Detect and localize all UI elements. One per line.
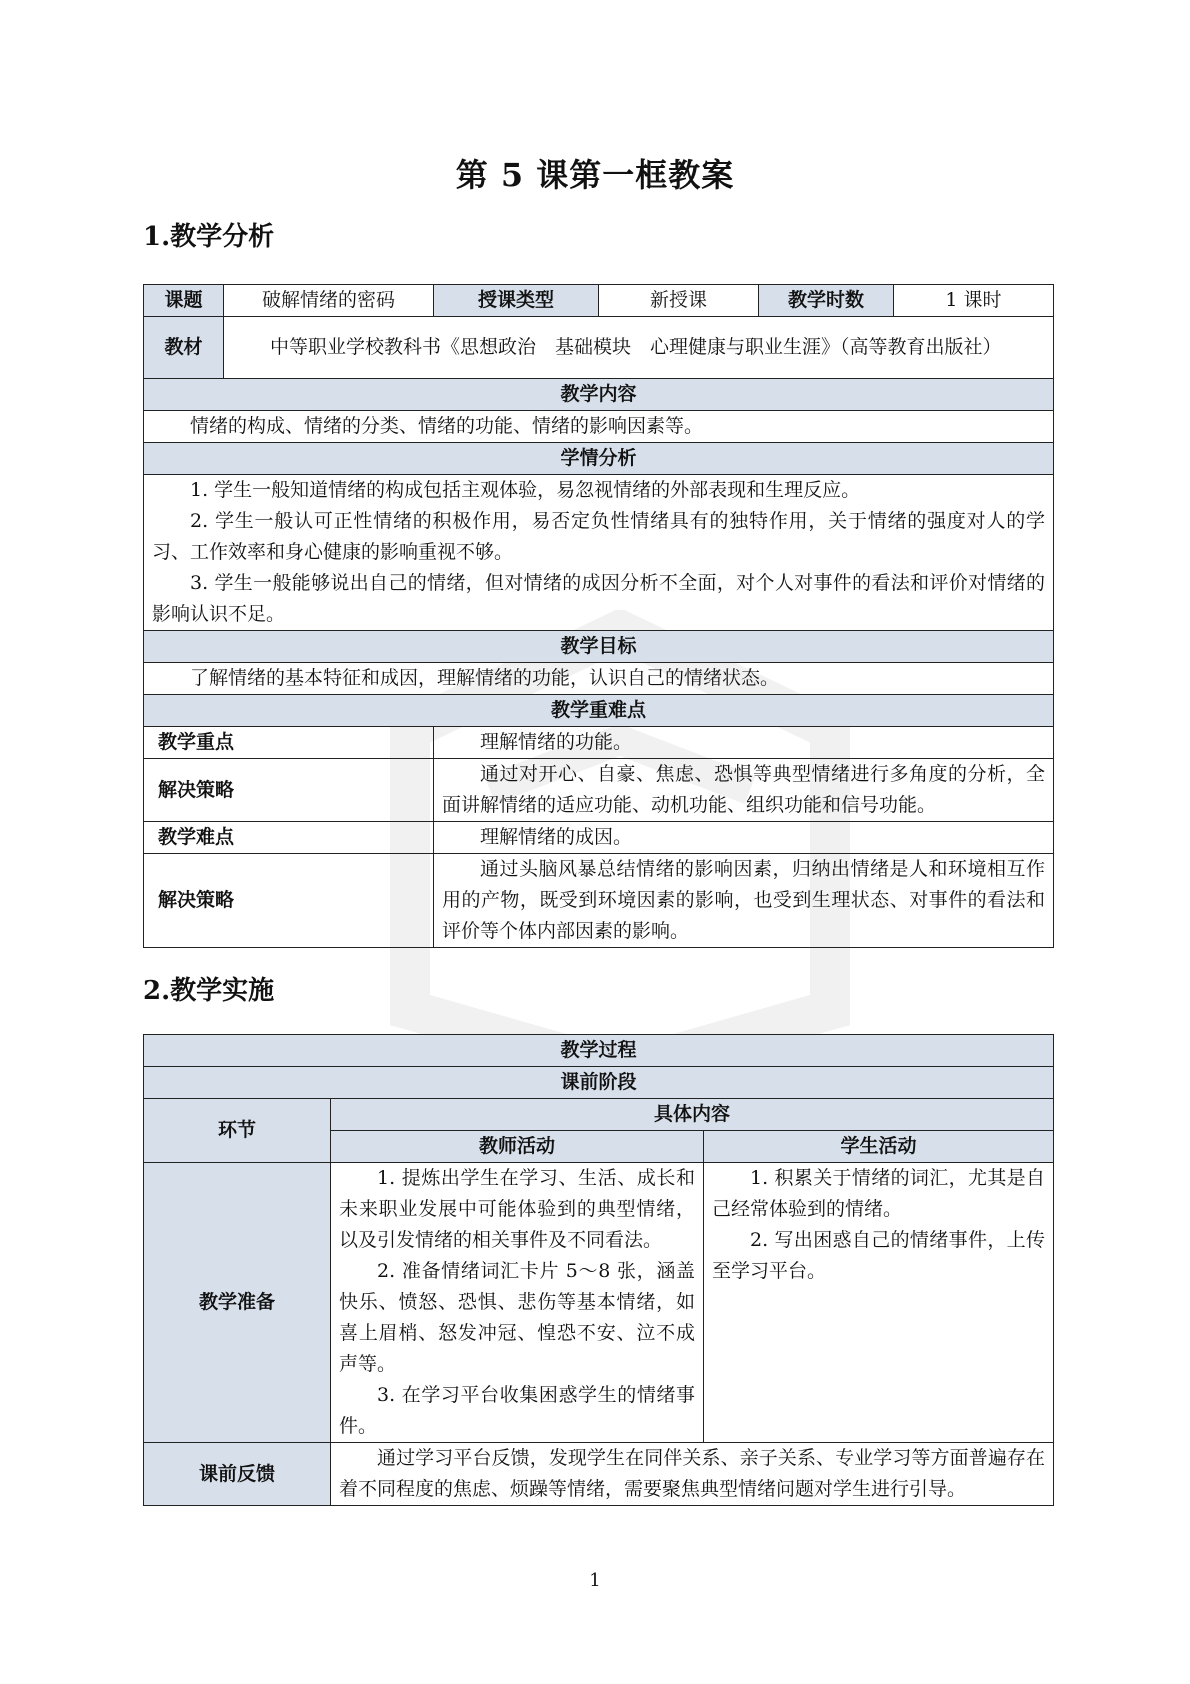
textbook-value: 中等职业学校教科书《思想政治 基础模块 心理健康与职业生涯》（高等教育出版社） [224,317,1054,379]
key-header: 教学重难点 [144,695,1054,727]
table-row [144,854,1054,948]
list-item: 1. 积累关于情绪的词汇，尤其是自己经常体验到的情绪。 [712,1167,1046,1220]
course-value: 破解情绪的密码 [224,285,434,317]
document-title: 第 5 课第一框教案 [455,156,735,194]
teacher-header: 教师活动 [331,1131,704,1163]
analysis-table [143,284,1054,948]
strategy1-text: 通过对开心、自豪、焦虑、恐惧等典型情绪进行多角度的分析，全面讲解情绪的适应功能、动机功能、组织功能和信号功能。 [434,759,1054,822]
table-row [144,1443,1054,1506]
situation-header: 学情分析 [144,443,1054,475]
teacher-activities [331,1163,704,1443]
list-item: 1. 学生一般知道情绪的构成包括主观体验，易忽视情绪的外部表现和生理反应。 [190,479,861,501]
link-label: 环节 [144,1099,331,1163]
table-row [144,759,1054,822]
list-item: 3. 学生一般能够说出自己的情绪，但对情绪的成因分析不全面，对个人对事件的看法和评价对情绪的影响认识不足。 [152,572,1045,625]
strategy2-text: 通过头脑风暴总结情绪的影响因素，归纳出情绪是人和环境相互作用的产物，既受到环境因素的影响，也受到生理状态、对事件的看法和评价等个体内部因素的影响。 [434,854,1054,948]
section-heading-analysis: 1.教学分析 [143,222,275,252]
feedback-text: 通过学习平台反馈，发现学生在同伴关系、亲子关系、专业学习等方面普遍存在着不同程度的焦虑、烦躁等情绪，需要聚焦典型情绪问题对学生进行引导。 [331,1443,1054,1506]
content-text: 情绪的构成、情绪的分类、情绪的功能、情绪的影响因素等。 [144,411,1054,443]
hours-label: 教学时数 [759,285,894,317]
table-row [144,443,1054,475]
detail-header: 具体内容 [331,1099,1054,1131]
goal-text: 了解情绪的基本特征和成因，理解情绪的功能，认识自己的情绪状态。 [144,663,1054,695]
hours-value: 1 课时 [894,285,1054,317]
type-label: 授课类型 [434,285,599,317]
table-row [144,663,1054,695]
goal-header: 教学目标 [144,631,1054,663]
implementation-table [143,1034,1054,1506]
key-point-text: 理解情绪的功能。 [434,727,1054,759]
feedback-label: 课前反馈 [144,1443,331,1506]
list-item: 2. 写出困惑自己的情绪事件，上传至学习平台。 [712,1229,1046,1282]
table-row [144,822,1054,854]
table-row [144,317,1054,379]
table-row [144,379,1054,411]
table-row [144,1035,1054,1067]
stage-header: 课前阶段 [144,1067,1054,1099]
type-value: 新授课 [599,285,759,317]
list-item: 2. 学生一般认可正性情绪的积极作用，易否定负性情绪具有的独特作用，关于情绪的强度对人的学习、工作效率和身心健康的影响重视不够。 [152,510,1045,563]
table-row [144,475,1054,631]
student-header: 学生活动 [704,1131,1054,1163]
key-point-label: 教学重点 [144,727,434,759]
textbook-label: 教材 [144,317,224,379]
list-item: 2. 准备情绪词汇卡片 5～8 张，涵盖快乐、愤怒、恐惧、悲伤等基本情绪，如喜上眉梢、怒发冲冠、惶恐不安、泣不成声等。 [339,1260,695,1375]
table-row [144,1099,1054,1131]
table-row [144,695,1054,727]
strategy2-label: 解决策略 [144,854,434,948]
prep-label: 教学准备 [144,1163,331,1443]
difficult-text: 理解情绪的成因。 [434,822,1054,854]
table-row [144,1163,1054,1443]
table-row [144,727,1054,759]
content-header: 教学内容 [144,379,1054,411]
table-row [144,1067,1054,1099]
difficult-label: 教学难点 [144,822,434,854]
student-activities [704,1163,1054,1443]
situation-list [144,475,1054,631]
section-heading-implementation: 2.教学实施 [143,976,275,1006]
table-row [144,631,1054,663]
strategy1-label: 解决策略 [144,759,434,822]
page-number: 1 [589,1570,601,1591]
process-header: 教学过程 [144,1035,1054,1067]
list-item: 3. 在学习平台收集困惑学生的情绪事件。 [339,1384,695,1437]
table-row [144,411,1054,443]
table-row [144,285,1054,317]
list-item: 1. 提炼出学生在学习、生活、成长和未来职业发展中可能体验到的典型情绪，以及引发情绪的相关事件及不同看法。 [339,1167,695,1251]
course-label: 课题 [144,285,224,317]
